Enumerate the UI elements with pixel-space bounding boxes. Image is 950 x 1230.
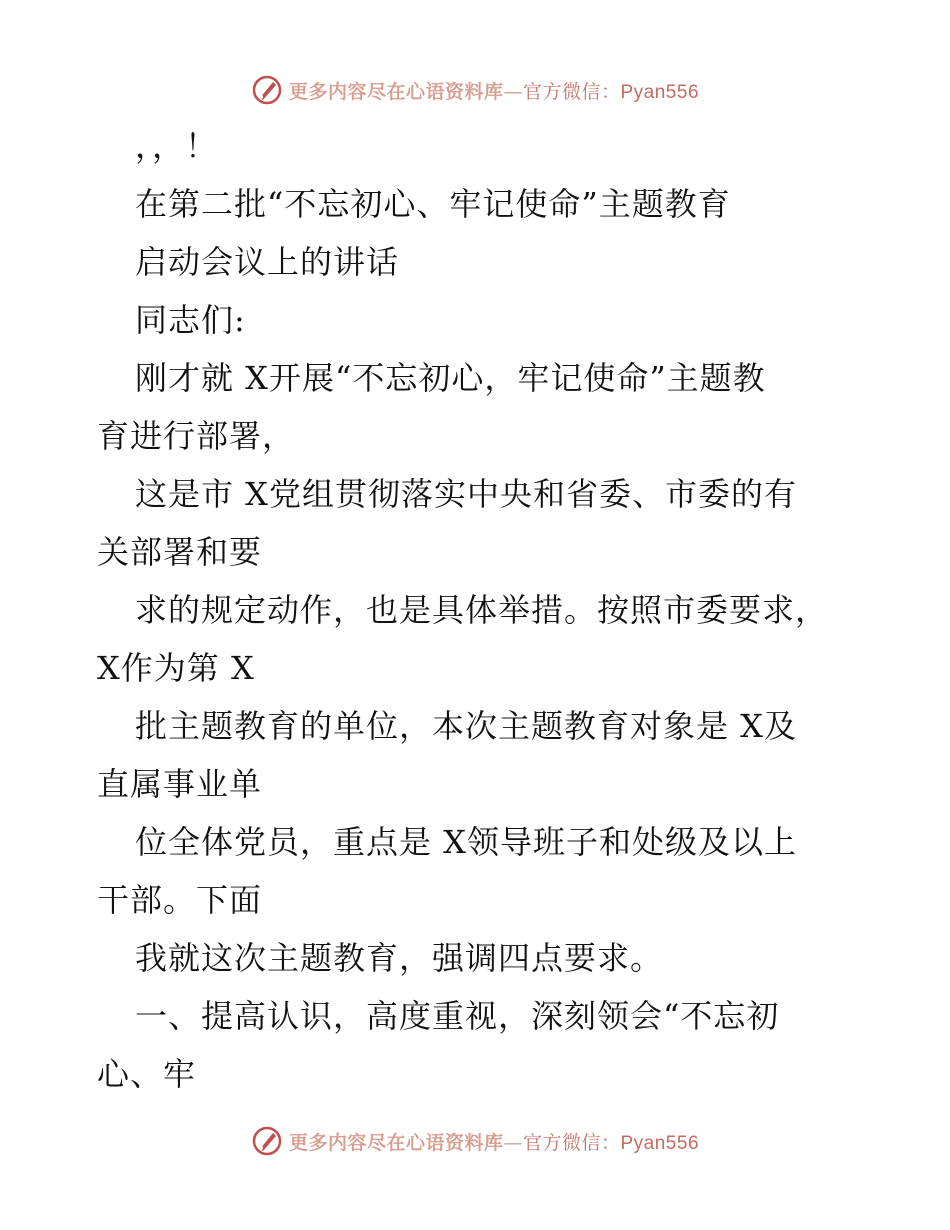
watermark-handle: Pyan556 <box>620 81 700 103</box>
text-line: 批主题教育的单位，本次主题教育对象是 X及 <box>135 707 797 745</box>
text-line: 刚才就 X开展“不忘初心，牢记使命”主题教 <box>135 359 766 397</box>
text-line: X作为第 X <box>97 649 255 687</box>
text-line: 位全体党员，重点是 X领导班子和处级及以上 <box>135 823 797 861</box>
pen-logo-icon <box>251 1125 283 1157</box>
text-line: 我就这次主题教育，强调四点要求。 <box>135 939 664 977</box>
footer-watermark <box>0 1121 950 1161</box>
text-line: 一、提高认识，高度重视，深刻领会“不忘初 <box>135 997 780 1035</box>
watermark-text <box>289 77 699 104</box>
watermark-account-label: 官方微信： <box>522 80 621 103</box>
header-watermark <box>0 70 950 110</box>
text-line: 在第二批“不忘初心、牢记使命”主题教育 <box>135 185 731 223</box>
text-line: 求的规定动作，也是具体举措。按照市委要求， <box>135 591 829 629</box>
watermark-account-label: 官方微信： <box>522 1131 621 1154</box>
watermark-brand: 更多内容尽在心语资料库 <box>288 1131 504 1154</box>
text-line: 心、牢 <box>97 1055 197 1093</box>
watermark-dash: — <box>503 1131 523 1154</box>
text-line: 同志们: <box>135 301 246 339</box>
text-line: 启动会议上的讲话 <box>135 243 400 281</box>
text-line: 关部署和要 <box>97 533 263 571</box>
watermark-text <box>289 1128 699 1155</box>
text-line: 直属事业单 <box>97 765 263 803</box>
text-line: 这是市 X党组贯彻落实中央和省委、市委的有 <box>135 475 797 513</box>
text-line: 干部。下面 <box>97 881 263 919</box>
document-body <box>97 117 837 1103</box>
text-line: ，，！ <box>135 127 219 165</box>
watermark-handle: Pyan556 <box>620 1132 700 1154</box>
watermark-brand: 更多内容尽在心语资料库 <box>288 80 504 103</box>
text-line: 育进行部署， <box>97 417 296 455</box>
watermark-dash: — <box>503 80 523 103</box>
pen-logo-icon <box>251 74 283 106</box>
